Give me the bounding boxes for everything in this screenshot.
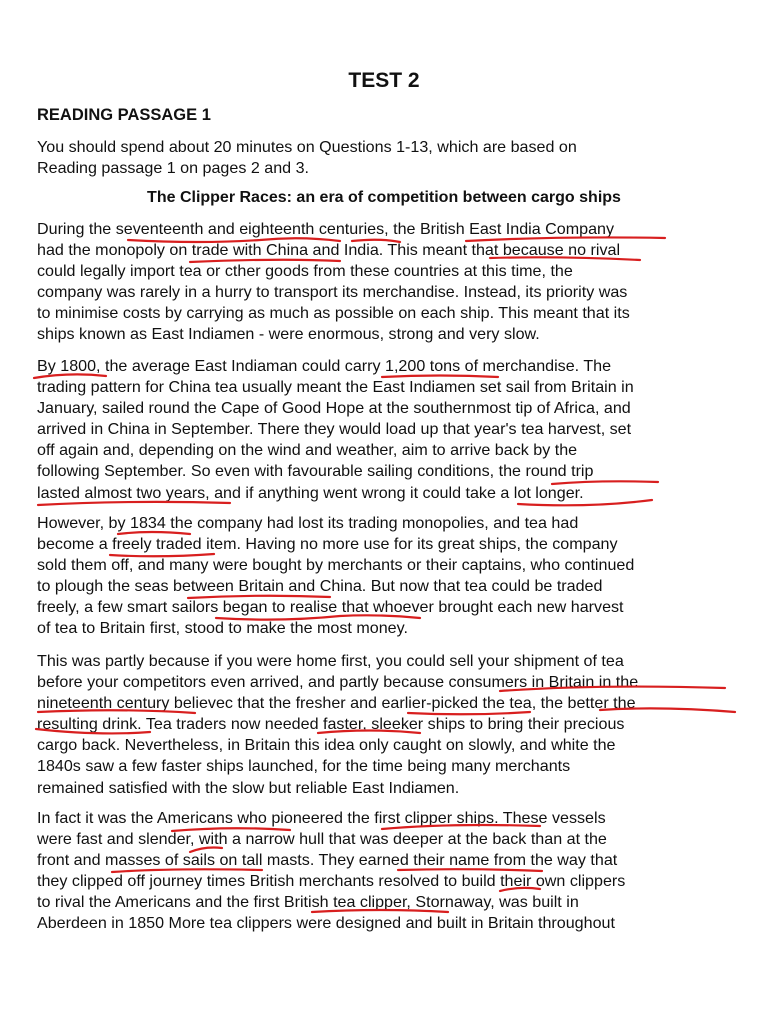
paragraph-1 [37, 219, 727, 346]
paragraph-line: During the seventeenth and eighteenth centuries, the British East India Company [37, 220, 615, 238]
paragraph-line: front and masses of sails on tall masts. They earned their name from the way that [37, 851, 618, 870]
paragraph-line: company was rarely in a hurry to transport its merchandise. Instead, its priority was [37, 283, 628, 302]
paragraph-line: In fact it was the Americans who pioneered the first clipper ships. These vessels [37, 809, 606, 827]
paragraph-line: following September. So even with favourable sailing conditions, the round trip [37, 462, 594, 481]
paragraph-line: This was partly because if you were home first, you could sell your shipment of tea [37, 652, 624, 670]
paragraph-line: cargo back. Nevertheless, in Britain this idea only caught on slowly, and white the [37, 736, 616, 755]
paragraph-line: resulting drink. Tea traders now needed faster, sleeker ships to bring their precious [37, 715, 625, 734]
paragraph-2 [37, 356, 727, 504]
instructions-line: You should spend about 20 minutes on Questions 1-13, which are based on [37, 138, 577, 156]
paragraph-line: to plough the seas between Britain and China. But now that tea could be traded [37, 577, 603, 596]
paragraph-line: to rival the Americans and the first British tea clipper, Stornaway, was built in [37, 893, 579, 912]
paragraph-line: trading pattern for China tea usually meant the East Indiamen set sail from Britain in [37, 378, 634, 397]
instructions-line: Reading passage 1 on pages 2 and 3. [37, 159, 310, 178]
paragraph-line: remained satisfied with the slow but reliable East Indiamen. [37, 778, 460, 797]
paragraph-line: of tea to Britain first, stood to make the most money. [37, 619, 408, 638]
paragraph-line: arrived in China in September. There they would load up that year's tea harvest, set [37, 420, 632, 439]
paragraph-line: Aberdeen in 1850 More tea clippers were designed and built in Britain throughout [37, 914, 615, 933]
paragraph-line: before your competitors even arrived, and partly because consumers in Britain in the [37, 673, 639, 692]
section-title: READING PASSAGE 1 [37, 106, 211, 124]
paragraph-line: become a freely traded item. Having no more use for its great ships, the company [37, 535, 618, 554]
paragraph-line: sold them off, and many were bought by merchants or their captains, who continued [37, 556, 635, 575]
paragraph-line: ships known as East Indiamen - were enormous, strong and very slow. [37, 325, 540, 344]
paragraph-line: they clipped off journey times British merchants resolved to build their own clippers [37, 872, 626, 891]
paragraph-5 [37, 808, 727, 935]
paragraph-line: could legally import tea or cther goods from these countries at this time, the [37, 262, 573, 281]
paragraph-line: off again and, depending on the wind and weather, aim to arrive back by the [37, 441, 578, 460]
paragraph-line: were fast and slender, with a narrow hull that was deeper at the back than at the [37, 830, 607, 849]
passage-title: The Clipper Races: an era of competition between cargo ships [147, 189, 621, 206]
paragraph-line: By 1800, the average East Indiaman could carry 1,200 tons of merchandise. The [37, 357, 612, 375]
paragraph-4 [37, 651, 727, 799]
paragraph-3 [37, 513, 727, 640]
test-title: TEST 2 [348, 69, 420, 92]
paragraph-line: However, by 1834 the company had lost its trading monopolies, and tea had [37, 514, 579, 532]
paragraph-line: had the monopoly on trade with China and India. This meant that because no rival [37, 241, 621, 260]
paragraph-line: to minimise costs by carrying as much as possible on each ship. This meant that its [37, 304, 630, 323]
paragraph-line: nineteenth century believec that the fresher and earlier-picked the tea, the better the [37, 694, 636, 713]
paragraph-line: 1840s saw a few faster ships launched, for the time being many merchants [37, 757, 571, 776]
instructions [37, 137, 737, 179]
paragraph-line: freely, a few smart sailors began to realise that whoever brought each new harvest [37, 598, 624, 617]
paragraph-line: January, sailed round the Cape of Good Hope at the southernmost tip of Africa, and [37, 399, 631, 418]
paragraph-line: lasted almost two years, and if anything went wrong it could take a lot longer. [37, 483, 584, 502]
